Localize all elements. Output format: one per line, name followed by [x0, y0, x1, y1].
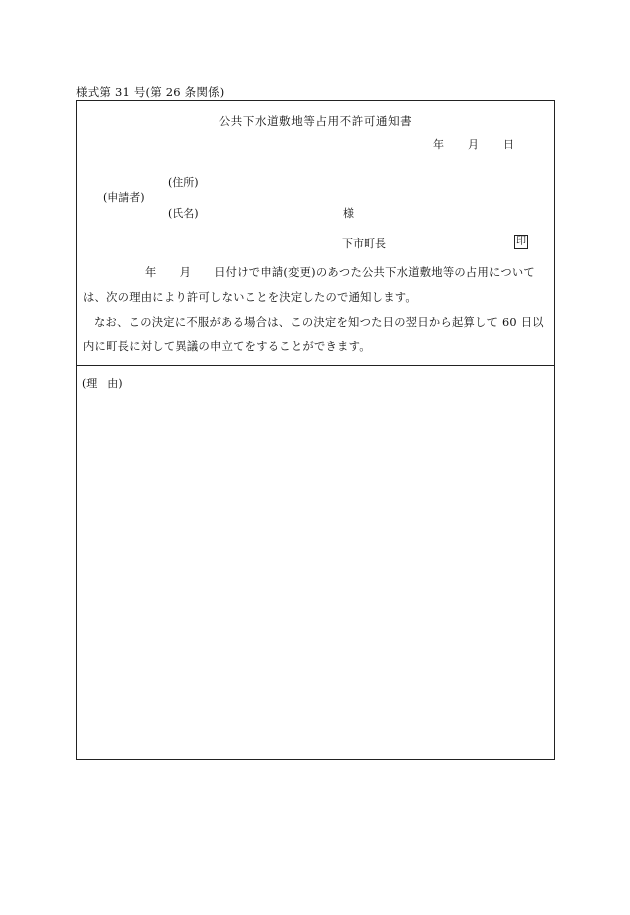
body-year: 年 [145, 266, 157, 279]
issue-date [433, 139, 514, 150]
reason-label [82, 375, 123, 391]
date-day: 日 [503, 138, 514, 151]
body-line-1-text: 日付けで申請(変更)のあつた公共下水道敷地等の占用について [214, 266, 535, 279]
document-title: 公共下水道敷地等占用不許可通知書 [218, 114, 413, 128]
address-label: (住所) [168, 176, 199, 189]
seal-icon: 印 [516, 236, 526, 247]
date-year: 年 [433, 138, 444, 151]
body-month: 月 [179, 266, 192, 279]
form-number: 様式第 31 号(第 26 条関係) [76, 85, 225, 99]
issuer-mayor: 下市町長 [342, 237, 386, 250]
notice-section [77, 101, 554, 366]
reason-label-close: 由) [107, 377, 123, 390]
body-line-3-text: なお、この決定に不服がある場合は、この決定を知つた日の翌日から起算して 60 日以 [94, 316, 544, 329]
applicant-label: (申請者) [103, 191, 145, 204]
reason-label-open: (理 [82, 377, 98, 390]
notice-form [76, 100, 555, 760]
body-line-1 [83, 267, 547, 278]
body-line-4: 内に町長に対して異議の申立てをすることができます。 [83, 340, 371, 353]
body-line-3 [83, 317, 547, 328]
body-line-2: は、次の理由により許可しないことを決定したので通知します。 [83, 291, 417, 304]
name-label: (氏名) [168, 207, 199, 220]
honorific: 様 [343, 207, 354, 220]
reason-section [77, 366, 554, 759]
date-month: 月 [468, 138, 479, 151]
